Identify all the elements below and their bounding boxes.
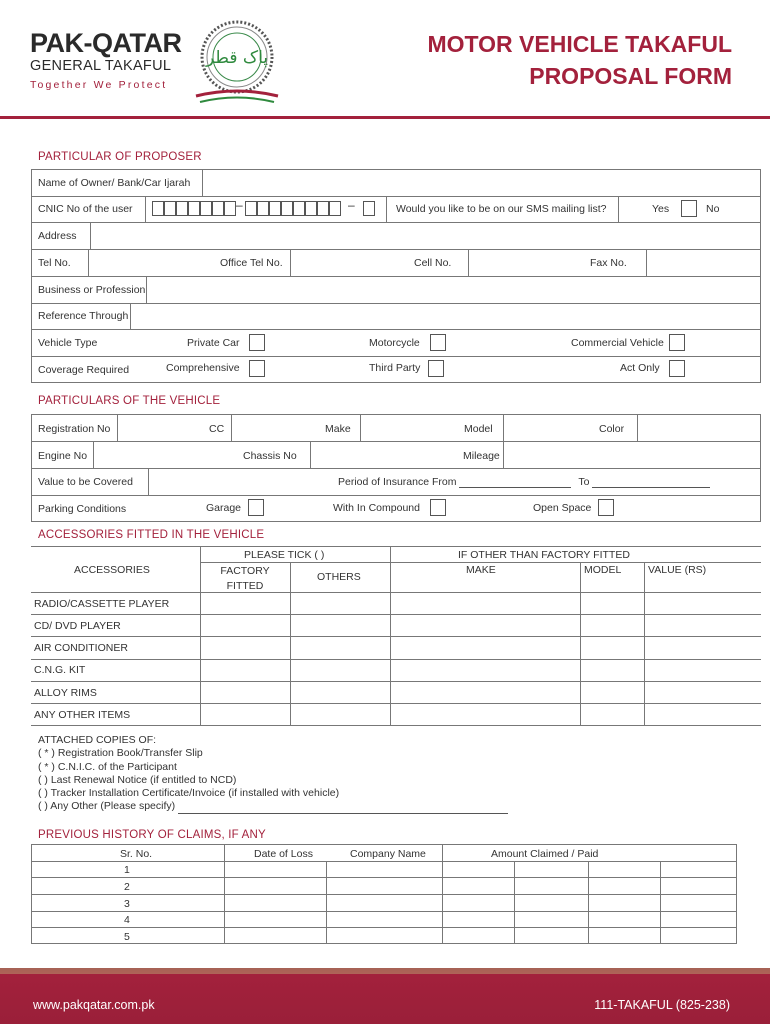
divider	[588, 861, 589, 944]
attached-item: ( * ) Registration Book/Transfer Slip	[38, 747, 203, 760]
period-to-field[interactable]	[592, 487, 710, 488]
engine-label: Engine No	[38, 450, 88, 462]
footer-phone: 111-TAKAFUL (825-238)	[594, 998, 730, 1012]
attached-heading: ATTACHED COPIES OF:	[38, 734, 157, 746]
divider	[31, 877, 737, 878]
proposer-section-title: PARTICULAR OF PROPOSER	[38, 151, 202, 163]
accessory-item: ANY OTHER ITEMS	[34, 709, 131, 721]
brand-main: PAK-QATAR	[30, 28, 182, 58]
cnic-dash: –	[236, 198, 243, 212]
accessory-item: AIR CONDITIONER	[34, 642, 128, 654]
claim-row-number: 3	[124, 898, 130, 910]
cell-label: Cell No.	[414, 257, 452, 269]
divider	[290, 249, 291, 276]
any-other-field[interactable]	[178, 813, 508, 814]
claim-row-number: 2	[124, 881, 130, 893]
divider	[31, 614, 761, 615]
private-car-label: Private Car	[187, 337, 240, 349]
divider	[88, 249, 89, 276]
color-label: Color	[599, 423, 625, 435]
attached-item: ( ) Any Other (Please specify)	[38, 800, 176, 813]
third-party-checkbox[interactable]	[428, 360, 444, 377]
motorcycle-checkbox[interactable]	[430, 334, 446, 351]
footer-bar	[0, 968, 770, 1024]
owner-name-field[interactable]	[203, 170, 760, 195]
divider	[145, 196, 146, 222]
please-tick-header: PLEASE TICK ( )	[244, 549, 325, 561]
divider	[31, 329, 761, 330]
divider	[200, 562, 761, 563]
third-party-label: Third Party	[369, 362, 421, 374]
cnic-dash: –	[348, 198, 355, 212]
other-than-factory-header: IF OTHER THAN FACTORY FITTED	[458, 549, 630, 561]
parking-label: Parking Conditions	[38, 503, 127, 515]
garage-label: Garage	[206, 502, 242, 514]
divider	[360, 414, 361, 441]
footer-website[interactable]: www.pakqatar.com.pk	[33, 998, 155, 1012]
coverage-label: Coverage Required	[38, 364, 130, 376]
divider	[646, 249, 647, 276]
date-of-loss-header: Date of Loss	[254, 848, 313, 860]
divider	[503, 414, 504, 441]
divider	[310, 441, 311, 468]
divider	[386, 196, 387, 222]
divider	[326, 861, 327, 944]
seal-logo-icon	[190, 16, 284, 106]
make-label: Make	[325, 423, 351, 435]
divider	[503, 441, 504, 468]
divider	[31, 911, 737, 912]
factory-fitted-header	[200, 564, 290, 594]
seal-urdu-text: پاک قطر	[206, 48, 268, 68]
owner-name-label: Name of Owner/ Bank/Car Ijarah	[38, 177, 191, 189]
brand-tagline: Together We Protect	[30, 79, 168, 91]
divider	[93, 441, 94, 468]
act-only-label: Act Only	[620, 362, 660, 374]
mileage-label: Mileage	[463, 450, 500, 462]
period-from-field[interactable]	[459, 487, 571, 488]
commercial-checkbox[interactable]	[669, 334, 685, 351]
divider	[31, 861, 737, 862]
brand-logo	[30, 28, 190, 91]
footer-accent	[0, 968, 770, 974]
brand-sub: GENERAL TAKAFUL	[30, 58, 172, 74]
cc-label: CC	[209, 423, 225, 435]
accessory-item: CD/ DVD PLAYER	[34, 620, 121, 632]
divider	[31, 249, 761, 250]
divider	[31, 276, 761, 277]
fitted-label: FITTED	[226, 580, 264, 592]
divider	[31, 659, 761, 660]
value-rs-header: VALUE (RS)	[648, 564, 707, 576]
compound-checkbox[interactable]	[430, 499, 446, 516]
divider	[514, 861, 515, 944]
cnic-label: CNIC No of the user	[38, 203, 133, 215]
accessories-section-title: ACCESSORIES FITTED IN THE VEHICLE	[38, 529, 265, 541]
cnic-input[interactable]	[152, 198, 380, 217]
garage-checkbox[interactable]	[248, 499, 264, 516]
compound-label: With In Compound	[333, 502, 420, 514]
divider	[31, 495, 761, 496]
comprehensive-label: Comprehensive	[166, 362, 240, 374]
registration-label: Registration No	[38, 423, 111, 435]
accessory-item: C.N.G. KIT	[34, 664, 86, 676]
reference-label: Reference Through	[38, 310, 129, 322]
divider	[130, 303, 131, 329]
attached-item: ( ) Last Renewal Notice (if entitled to NCD)	[38, 773, 237, 786]
divider	[31, 356, 761, 357]
form-title	[427, 28, 732, 92]
make-header: MAKE	[466, 564, 496, 576]
business-label: Business or Profession	[38, 284, 146, 296]
attached-item: ( * ) C.N.I.C. of the Participant	[38, 760, 177, 773]
divider	[580, 562, 581, 726]
fax-label: Fax No.	[590, 257, 627, 269]
private-car-checkbox[interactable]	[249, 334, 265, 351]
value-label: Value to be Covered	[38, 476, 133, 488]
office-tel-label: Office Tel No.	[220, 257, 283, 269]
accessory-item: ALLOY RIMS	[34, 687, 97, 699]
divider	[468, 249, 469, 276]
accessory-item: RADIO/CASSETTE PLAYER	[34, 598, 170, 610]
divider	[644, 562, 645, 726]
tel-label: Tel No.	[38, 257, 71, 269]
divider	[637, 414, 638, 441]
sms-yes-checkbox[interactable]	[681, 200, 697, 217]
claims-section-title: PREVIOUS HISTORY OF CLAIMS, IF ANY	[38, 829, 266, 841]
header-rule	[0, 116, 770, 119]
vehicle-section-title: PARTICULARS OF THE VEHICLE	[38, 395, 221, 407]
divider	[660, 861, 661, 944]
form-title-line-1: MOTOR VEHICLE TAKAFUL	[427, 31, 732, 57]
attached-copies	[38, 734, 508, 814]
company-name-header: Company Name	[350, 848, 426, 860]
divider	[31, 681, 761, 682]
divider	[31, 441, 761, 442]
period-to-label: To	[578, 476, 590, 488]
period-from	[338, 476, 710, 488]
divider	[31, 196, 761, 197]
period-from-label: Period of Insurance From	[338, 476, 457, 488]
address-field[interactable]	[91, 223, 760, 248]
divider	[146, 276, 147, 303]
sr-no-header: Sr. No.	[120, 848, 153, 860]
divider	[231, 414, 232, 441]
divider	[31, 703, 761, 704]
address-label: Address	[38, 230, 77, 242]
sms-label: Would you like to be on our SMS mailing list?	[396, 203, 607, 215]
accessories-col-header: ACCESSORIES	[74, 564, 150, 576]
factory-label: FACTORY	[220, 565, 270, 577]
divider	[31, 927, 737, 928]
divider	[290, 562, 291, 726]
divider	[31, 303, 761, 304]
divider	[618, 196, 619, 222]
amount-claimed-header: Amount Claimed / Paid	[491, 848, 599, 860]
divider	[31, 592, 761, 593]
attached-item: ( ) Tracker Installation Certificate/Invoice (if installed with vehicle)	[38, 787, 340, 800]
divider	[31, 468, 761, 469]
open-space-checkbox[interactable]	[598, 499, 614, 516]
divider	[117, 414, 118, 441]
sms-yes-label: Yes	[652, 203, 670, 215]
open-space-label: Open Space	[533, 502, 592, 514]
vehicle-type-label: Vehicle Type	[38, 337, 98, 349]
model-label: Model	[464, 423, 493, 435]
comprehensive-checkbox[interactable]	[249, 360, 265, 377]
claim-row-number: 1	[124, 864, 130, 876]
sms-no-label: No	[706, 203, 720, 215]
chassis-label: Chassis No	[243, 450, 297, 462]
form-title-line-2: PROPOSAL FORM	[529, 63, 732, 89]
model-header: MODEL	[584, 564, 622, 576]
claim-row-number: 4	[124, 914, 130, 926]
others-header: OTHERS	[317, 571, 361, 583]
claim-row-number: 5	[124, 931, 130, 943]
commercial-label: Commercial Vehicle	[571, 337, 664, 349]
divider	[31, 636, 761, 637]
motorcycle-label: Motorcycle	[369, 337, 420, 349]
divider	[31, 894, 737, 895]
act-only-checkbox[interactable]	[669, 360, 685, 377]
divider	[148, 468, 149, 495]
